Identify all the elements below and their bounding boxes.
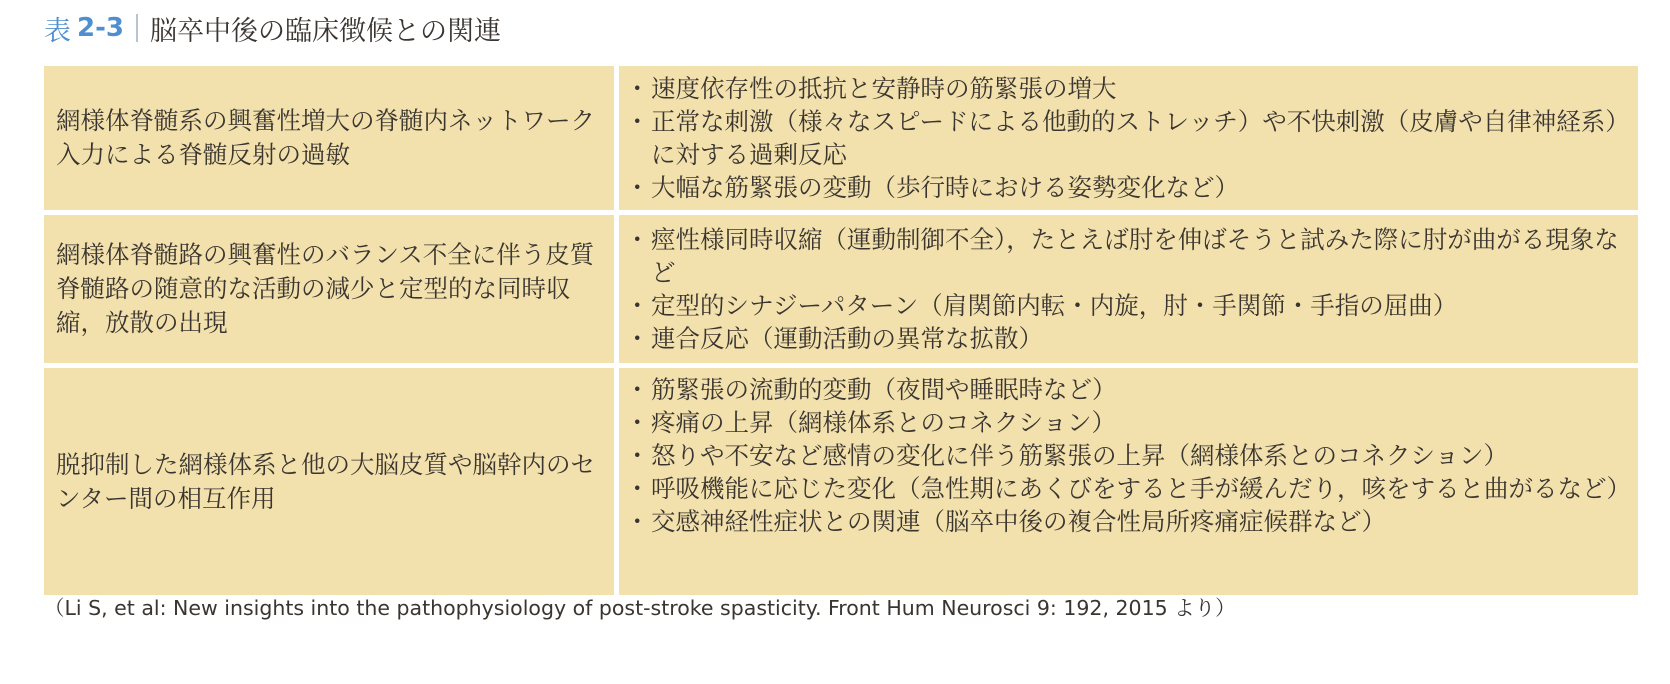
caption-divider	[136, 14, 138, 42]
list-item: ・ 大幅な筋緊張の変動（歩行時における姿勢変化など）	[633, 171, 1628, 204]
table-row	[44, 215, 1638, 363]
source-citation: （Li S, et al: New insights into the pathophysiology of post-stroke spasticity. Front Hum Neurosci 9: 192, 2015 より）	[44, 596, 1236, 620]
list-item: ・ 怒りや不安など感情の変化に伴う筋緊張の上昇（網様体系とのコネクション）	[633, 439, 1628, 472]
mechanism-cell	[44, 368, 614, 595]
signs-cell	[619, 368, 1638, 595]
list-item: ・ 痙性様同時収縮（運動制御不全），たとえば肘を伸ばそうと試みた際に肘が曲がる現象など	[633, 223, 1628, 289]
table-label: 表	[44, 15, 71, 47]
table-caption	[44, 8, 501, 48]
signs-list	[633, 223, 1628, 355]
mechanism-cell	[44, 66, 614, 210]
table-number: 2-3	[77, 13, 124, 43]
mechanism-text: 網様体脊髄系の興奮性増大の脊髄内ネットワーク入力による脊髄反射の過敏	[56, 106, 595, 169]
mechanism-cell	[44, 215, 614, 363]
table-row	[44, 66, 1638, 210]
clinical-signs-table	[44, 66, 1638, 595]
list-item: ・ 連合反応（運動活動の異常な拡散）	[633, 322, 1628, 355]
table-row	[44, 368, 1638, 595]
list-item: ・ 交感神経性症状との関連（脳卒中後の複合性局所疼痛症候群など）	[633, 505, 1628, 538]
list-item: ・ 筋緊張の流動的変動（夜間や睡眠時など）	[633, 373, 1628, 406]
signs-cell	[619, 215, 1638, 363]
list-item: ・ 速度依存性の抵抗と安静時の筋緊張の増大	[633, 72, 1628, 105]
mechanism-text: 網様体脊髄路の興奮性のバランス不全に伴う皮質脊髄路の随意的な活動の減少と定型的な同時収縮，放散の出現	[56, 240, 595, 337]
list-item: ・ 呼吸機能に応じた変化（急性期にあくびをすると手が緩んだり，咳をすると曲がるなど）	[633, 472, 1628, 505]
mechanism-text: 脱抑制した網様体系と他の大脳皮質や脳幹内のセンター間の相互作用	[56, 449, 595, 513]
list-item: ・ 疼痛の上昇（網様体系とのコネクション）	[633, 406, 1628, 439]
list-item: ・ 正常な刺激（様々なスピードによる他動的ストレッチ）や不快刺激（皮膚や自律神経系）に対する過剰反応	[633, 105, 1628, 171]
table-title: 脳卒中後の臨床徴候との関連	[149, 15, 501, 47]
signs-list	[633, 373, 1631, 538]
signs-cell	[619, 66, 1638, 210]
list-item: ・ 定型的シナジーパターン（肩関節内転・内旋，肘・手関節・手指の屈曲）	[633, 289, 1628, 322]
signs-list	[633, 72, 1628, 204]
